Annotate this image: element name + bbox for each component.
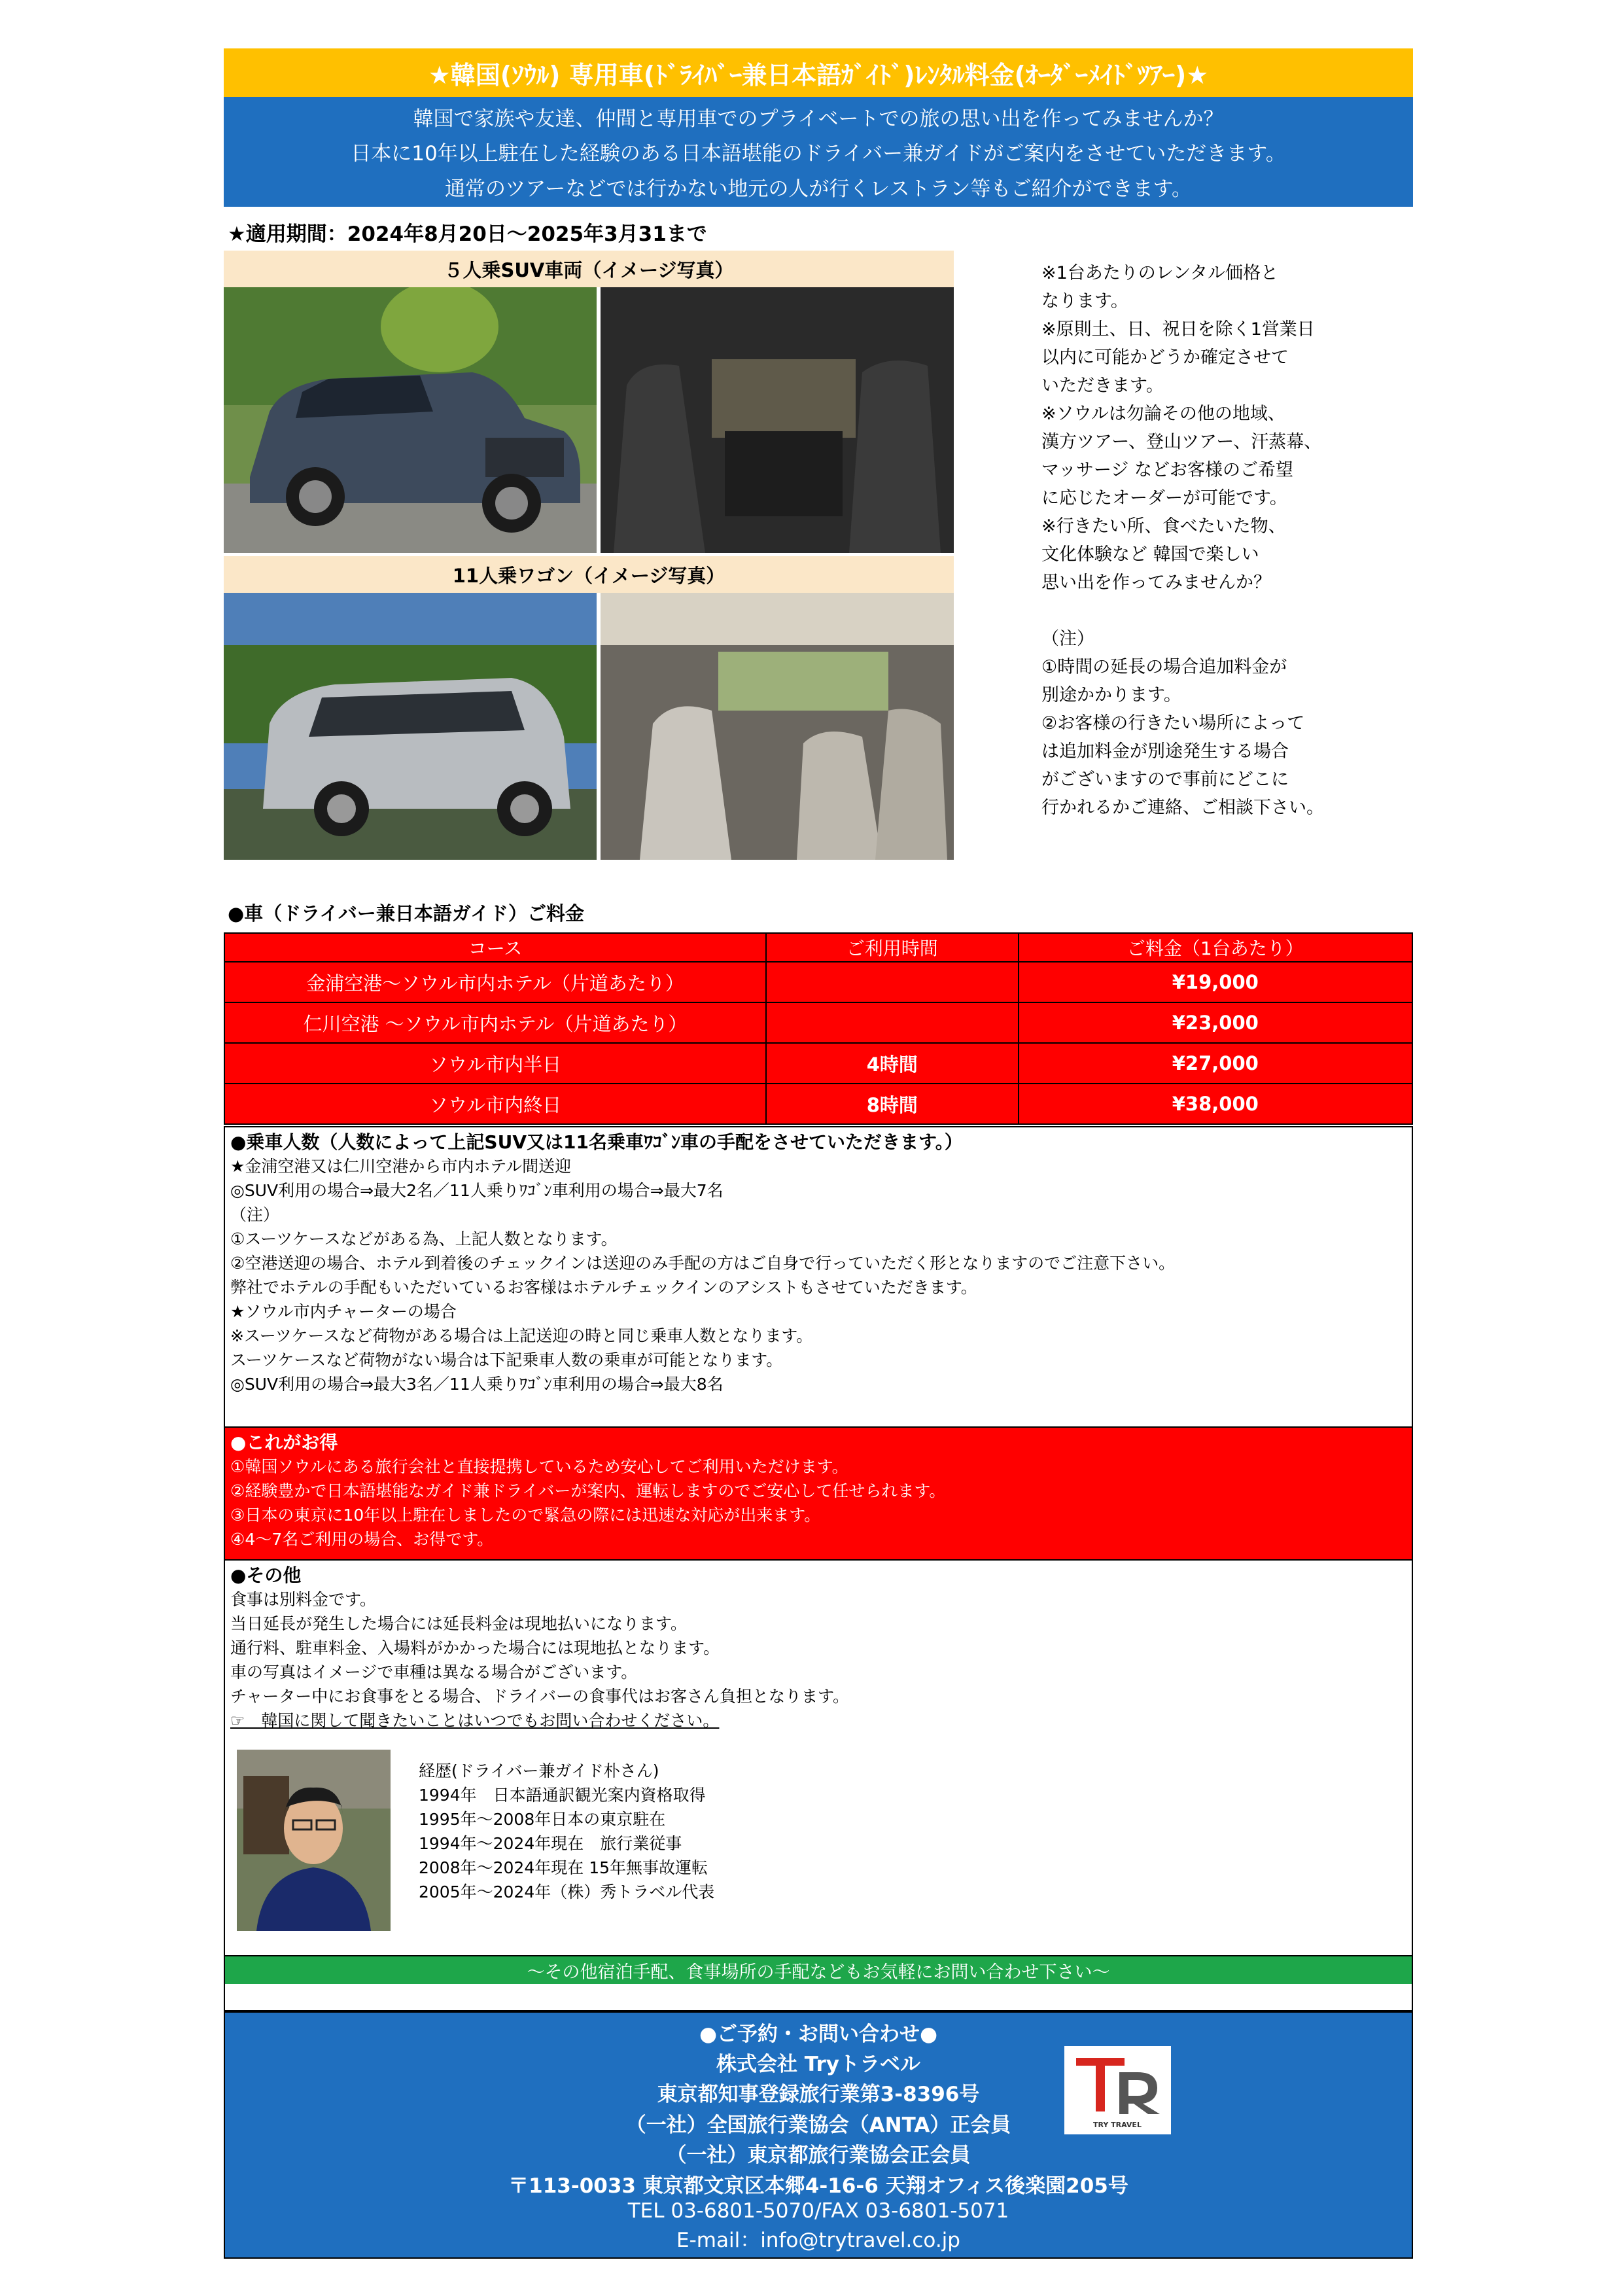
table-row bbox=[224, 1002, 1412, 1043]
section-title: ●これがお得 bbox=[230, 1432, 338, 1453]
bio-line: 1994年～2024年現在 旅行業従事 bbox=[419, 1834, 682, 1853]
bio-line: 2005年～2024年（株）秀トラベル代表 bbox=[419, 1882, 715, 1901]
email-link[interactable]: E-mail：info@trytravel.co.jp bbox=[676, 2229, 960, 2253]
info-line: （注） bbox=[230, 1205, 280, 1224]
section-title: ●その他 bbox=[230, 1564, 302, 1586]
table-row bbox=[224, 962, 1412, 1002]
note-line: 漢方ツアー、登山ツアー、汗蒸幕、 bbox=[1041, 432, 1322, 452]
course-cell: ソウル市内半日 bbox=[224, 1043, 766, 1084]
pricing-table bbox=[224, 932, 1413, 1125]
note-line: ※原則土、日、祝日を除く1営業日 bbox=[1041, 319, 1315, 340]
company-name: 株式会社 Tryトラベル bbox=[716, 2053, 921, 2077]
column-header: ご料金（1台あたり） bbox=[1019, 933, 1412, 962]
note-line bbox=[1041, 597, 1408, 625]
section-title: ●乗車人数（人数によって上記SUV又は11名乗車ﾜｺﾞﾝ車の手配をさせていただきます。） bbox=[230, 1131, 963, 1153]
info-line: 弊社でホテルの手配もいただいているお客様はホテルチェックインのアシストもさせていただきます。 bbox=[230, 1278, 977, 1297]
other-section bbox=[224, 1561, 1413, 1956]
note-line: に応じたオーダーが可能です。 bbox=[1041, 488, 1287, 508]
note-line: ※ソウルは勿論その他の地域、 bbox=[1041, 404, 1285, 424]
page-title: ★韓国(ｿｳﾙ) 専用車(ﾄﾞﾗｲﾊﾞｰ兼日本語ｶﾞｲﾄﾞ)ﾚﾝﾀﾙ料金(ｵｰﾀﾞｰﾒｲﾄﾞﾂｱｰ)★ bbox=[224, 48, 1413, 97]
suv-interior-photo bbox=[601, 287, 954, 553]
info-line: ※スーツケースなど荷物がある場合は上記送迎の時と同じ乗車人数となります。 bbox=[230, 1326, 813, 1345]
info-line: ★ソウル市内チャーターの場合 bbox=[230, 1302, 457, 1321]
time-cell bbox=[766, 1002, 1019, 1043]
logo-lettering: TRY TRAVEL bbox=[1093, 2121, 1142, 2129]
info-line: 車の写真はイメージで車種は異なる場合がございます。 bbox=[230, 1663, 638, 1682]
note-line: マッサージ などお客様のご希望 bbox=[1041, 460, 1293, 480]
table-header-row bbox=[224, 933, 1412, 962]
note-line: なります。 bbox=[1041, 291, 1128, 311]
validity-period: ★適用期間：2024年8月20日～2025年3月31まで bbox=[228, 222, 707, 246]
note-line: （注） bbox=[1041, 629, 1094, 649]
price-cell: ¥19,000 bbox=[1019, 962, 1412, 1002]
note-line: 行かれるかご連絡、ご相談下さい。 bbox=[1041, 798, 1324, 818]
info-line: 通行料、駐車料金、入場料がかかった場合には現地払となります。 bbox=[230, 1638, 720, 1657]
wagon-interior-photo bbox=[601, 593, 954, 860]
time-cell: 4時間 bbox=[766, 1043, 1019, 1084]
info-line: スーツケースなど荷物がない場合は下記乗車人数の乗車が可能となります。 bbox=[230, 1351, 783, 1369]
time-cell: 8時間 bbox=[766, 1084, 1019, 1124]
wagon-caption: 11人乗ワゴン（イメージ写真） bbox=[224, 556, 954, 593]
time-cell bbox=[766, 962, 1019, 1002]
address: 〒113-0033 東京都文京区本郷4-16-6 天翔オフィス後楽園205号 bbox=[508, 2174, 1128, 2198]
course-cell: 仁川空港 ～ソウル市内ホテル（片道あたり） bbox=[224, 1002, 766, 1043]
contact-section bbox=[224, 2011, 1413, 2259]
bio-line: 経歴(ドライバー兼ガイド朴さん) bbox=[419, 1761, 659, 1780]
phone-fax: TEL 03-6801-5070/FAX 03-6801-5071 bbox=[627, 2199, 1009, 2223]
price-cell: ¥27,000 bbox=[1019, 1043, 1412, 1084]
association-membership: （一社）東京都旅行業協会正会員 bbox=[666, 2144, 971, 2168]
benefit-line: ①韓国ソウルにある旅行会社と直接提携しているため安心してご利用いただけます。 bbox=[230, 1457, 848, 1476]
benefit-line: ③日本の東京に10年以上駐在しましたので緊急の際には迅速な対応が出来ます。 bbox=[230, 1506, 821, 1525]
notes-panel bbox=[1041, 259, 1408, 822]
association-membership: （一社）全国旅行業協会（ANTA）正会員 bbox=[625, 2113, 1011, 2137]
blank-row bbox=[224, 1984, 1413, 2011]
price-cell: ¥38,000 bbox=[1019, 1084, 1412, 1124]
intro-line: 通常のツアーなどでは行かない地元の人が行くレストラン等もご紹介ができます。 bbox=[444, 177, 1193, 201]
try-travel-logo bbox=[1064, 2046, 1171, 2134]
intro-banner bbox=[224, 97, 1413, 207]
guide-portrait-photo bbox=[237, 1750, 391, 1931]
passenger-section bbox=[224, 1126, 1413, 1428]
table-row bbox=[224, 1043, 1412, 1084]
inquiry-link[interactable]: ☞ 韓国に関して聞きたいことはいつでもお問い合わせください。 bbox=[230, 1711, 720, 1730]
bio-line: 1994年 日本語通訳観光案内資格取得 bbox=[419, 1786, 706, 1805]
column-header: ご利用時間 bbox=[766, 933, 1019, 962]
info-line: 食事は別料金です。 bbox=[230, 1590, 377, 1609]
bio-line: 2008年～2024年現在 15年無事故運転 bbox=[419, 1858, 708, 1877]
intro-line: 日本に10年以上駐在した経験のある日本語堪能のドライバー兼ガイドがご案内をさせていただきます。 bbox=[351, 142, 1286, 166]
note-line: 思い出を作ってみませんか？ bbox=[1041, 573, 1271, 593]
info-line: ◎SUV利用の場合⇒最大3名／11人乗りﾜｺﾞﾝ車利用の場合⇒最大8名 bbox=[230, 1375, 724, 1394]
note-line: ②お客様の行きたい場所によって bbox=[1041, 713, 1305, 733]
course-cell: ソウル市内終日 bbox=[224, 1084, 766, 1124]
note-line: 以内に可能かどうか確定させて bbox=[1041, 347, 1289, 368]
info-line: ①スーツケースなどがある為、上記人数となります。 bbox=[230, 1229, 618, 1248]
table-row bbox=[224, 1084, 1412, 1124]
benefits-section bbox=[224, 1428, 1413, 1561]
note-line: は追加料金が別途発生する場合 bbox=[1041, 741, 1289, 762]
info-line: チャーター中にお食事をとる場合、ドライバーの食事代はお客さん負担となります。 bbox=[230, 1687, 850, 1706]
note-line: 別途かかります。 bbox=[1041, 685, 1181, 705]
info-line: ★金浦空港又は仁川空港から市内ホテル間送迎 bbox=[230, 1157, 572, 1176]
note-line: いただきます。 bbox=[1041, 376, 1164, 396]
footer-note-bar: ～その他宿泊手配、食事場所の手配などもお気軽にお問い合わせ下さい～ bbox=[224, 1956, 1413, 1984]
note-line: 文化体験など 韓国で楽しい bbox=[1041, 544, 1259, 565]
price-cell: ¥23,000 bbox=[1019, 1002, 1412, 1043]
guide-bio bbox=[419, 1759, 714, 1904]
note-line: ※1台あたりのレンタル価格と bbox=[1041, 263, 1279, 283]
registration-number: 東京都知事登録旅行業第3-8396号 bbox=[657, 2083, 980, 2107]
contact-heading: ●ご予約・お問い合わせ● bbox=[699, 2022, 938, 2046]
wagon-exterior-photo bbox=[224, 593, 597, 860]
course-cell: 金浦空港～ソウル市内ホテル（片道あたり） bbox=[224, 962, 766, 1002]
bio-line: 1995年～2008年日本の東京駐在 bbox=[419, 1810, 666, 1829]
note-line: ※行きたい所、食べたいた物、 bbox=[1041, 516, 1286, 537]
column-header: コース bbox=[224, 933, 766, 962]
suv-exterior-photo bbox=[224, 287, 597, 553]
note-line: がございますので事前にどこに bbox=[1041, 769, 1289, 790]
pricing-heading: ●車（ドライバー兼日本語ガイド）ご料金 bbox=[228, 902, 584, 925]
info-line: ②空港送迎の場合、ホテル到着後のチェックインは送迎のみ手配の方はご自身で行っていただく形となりますのでご注意下さい。 bbox=[230, 1254, 1176, 1273]
benefit-line: ④4～7名ご利用の場合、お得です。 bbox=[230, 1530, 494, 1549]
benefit-line: ②経験豊かで日本語堪能なガイド兼ドライバーが案内、運転しますのでご安心して任せられます。 bbox=[230, 1481, 946, 1500]
info-line: ◎SUV利用の場合⇒最大2名／11人乗りﾜｺﾞﾝ車利用の場合⇒最大7名 bbox=[230, 1181, 724, 1200]
suv-caption: ５人乗SUV車両（イメージ写真） bbox=[224, 251, 954, 287]
info-line: 当日延長が発生した場合には延長料金は現地払いになります。 bbox=[230, 1614, 688, 1633]
note-line: ①時間の延長の場合追加料金が bbox=[1041, 657, 1287, 677]
intro-line: 韓国で家族や友達、仲間と専用車でのプライベートでの旅の思い出を作ってみませんか？ bbox=[413, 107, 1224, 132]
